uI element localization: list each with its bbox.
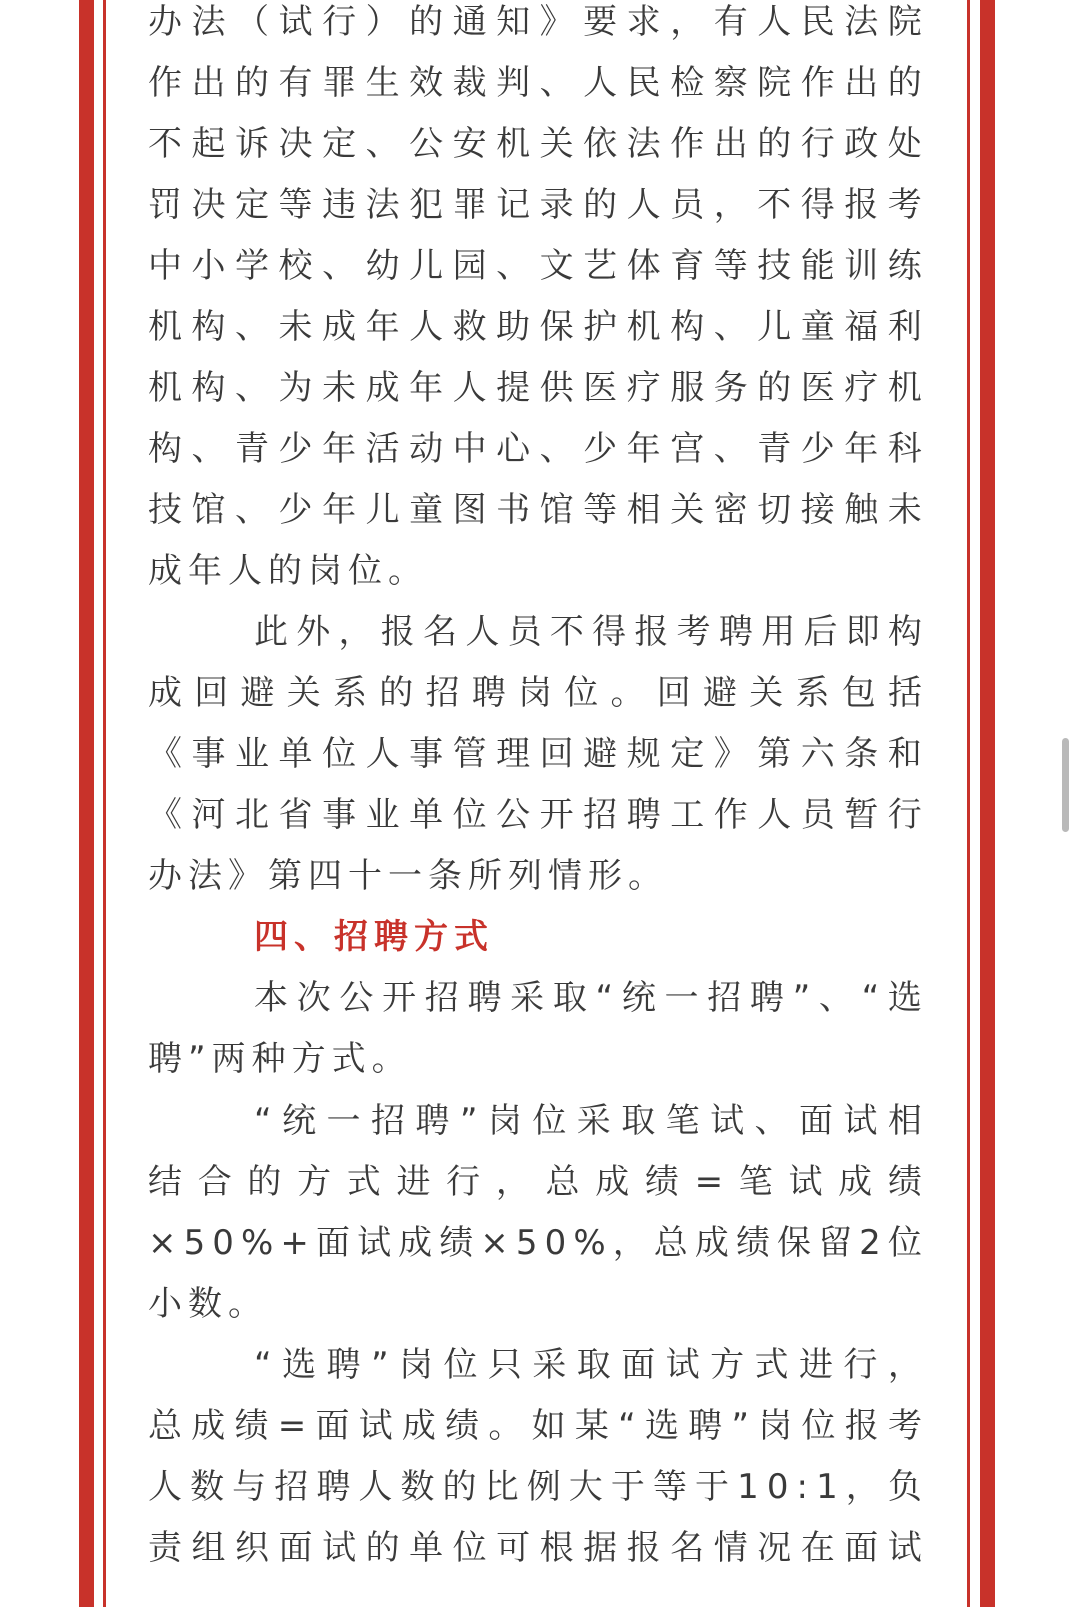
paragraph-line: 机 构 、 为 未 成 年 人 提 供 医 疗 服 务 的 医 疗 机 xyxy=(148,368,928,408)
paragraph-line: 总 成 绩 = 面 试 成 绩 。 如 某 “ 选 聘 ” 岗 位 报 考 xyxy=(148,1406,928,1446)
paragraph-line: 小数。 xyxy=(148,1284,268,1324)
paragraph-line: 《 河 北 省 事 业 单 位 公 开 招 聘 工 作 人 员 暂 行 xyxy=(148,795,928,835)
paragraph-line: “ 统 一 招 聘 ” 岗 位 采 取 笔 试 、 面 试 相 xyxy=(254,1101,928,1141)
paragraph-line: 技 馆 、 少 年 儿 童 图 书 馆 等 相 关 密 切 接 触 未 xyxy=(148,490,928,530)
paragraph-line: 此 外 ， 报 名 人 员 不 得 报 考 聘 用 后 即 构 xyxy=(254,612,928,652)
paragraph-line: 《 事 业 单 位 人 事 管 理 回 避 规 定 》 第 六 条 和 xyxy=(148,734,928,774)
paragraph-line: 作 出 的 有 罪 生 效 裁 判 、 人 民 检 察 院 作 出 的 xyxy=(148,63,928,103)
paragraph-line: 罚 决 定 等 违 法 犯 罪 记 录 的 人 员 ， 不 得 报 考 xyxy=(148,185,928,225)
left-decorative-border xyxy=(79,0,94,1607)
paragraph-line: 机 构 、 未 成 年 人 救 助 保 护 机 构 、 儿 童 福 利 xyxy=(148,307,928,347)
section-heading: 四、招聘方式 xyxy=(254,917,494,957)
paragraph-line: 本 次 公 开 招 聘 采 取 “ 统 一 招 聘 ” 、 “ 选 xyxy=(254,978,928,1018)
right-decorative-border xyxy=(980,0,995,1607)
paragraph-line: “ 选 聘 ” 岗 位 只 采 取 面 试 方 式 进 行 ， xyxy=(254,1345,928,1385)
paragraph-line: 聘”两种方式。 xyxy=(148,1039,412,1079)
paragraph-line: 构 、 青 少 年 活 动 中 心 、 少 年 宫 、 青 少 年 科 xyxy=(148,429,928,469)
paragraph-line: 成 回 避 关 系 的 招 聘 岗 位 。 回 避 关 系 包 括 xyxy=(148,673,928,713)
vertical-scrollbar[interactable] xyxy=(1062,738,1069,832)
paragraph-line: 责 组 织 面 试 的 单 位 可 根 据 报 名 情 况 在 面 试 xyxy=(148,1528,928,1568)
paragraph-line: 办 法 （ 试 行 ） 的 通 知 》 要 求 ， 有 人 民 法 院 xyxy=(148,2,928,42)
paragraph-line: 人 数 与 招 聘 人 数 的 比 例 大 于 等 于 1 0 : 1 ， 负 xyxy=(148,1467,928,1507)
paragraph-line: 结 合 的 方 式 进 行 ， 总 成 绩 = 笔 试 成 绩 xyxy=(148,1162,928,1202)
paragraph-line: 不 起 诉 决 定 、 公 安 机 关 依 法 作 出 的 行 政 处 xyxy=(148,124,928,164)
left-decorative-border-inner xyxy=(103,0,106,1607)
paragraph-line: 中 小 学 校 、 幼 儿 园 、 文 艺 体 育 等 技 能 训 练 xyxy=(148,246,928,286)
paragraph-line: 办法》第四十一条所列情形。 xyxy=(148,856,668,896)
paragraph-line: × 5 0 % + 面 试 成 绩 × 5 0 % ， 总 成 绩 保 留 2 位 xyxy=(148,1223,928,1263)
paragraph-line: 成年人的岗位。 xyxy=(148,551,428,591)
right-decorative-border-inner xyxy=(967,0,970,1607)
